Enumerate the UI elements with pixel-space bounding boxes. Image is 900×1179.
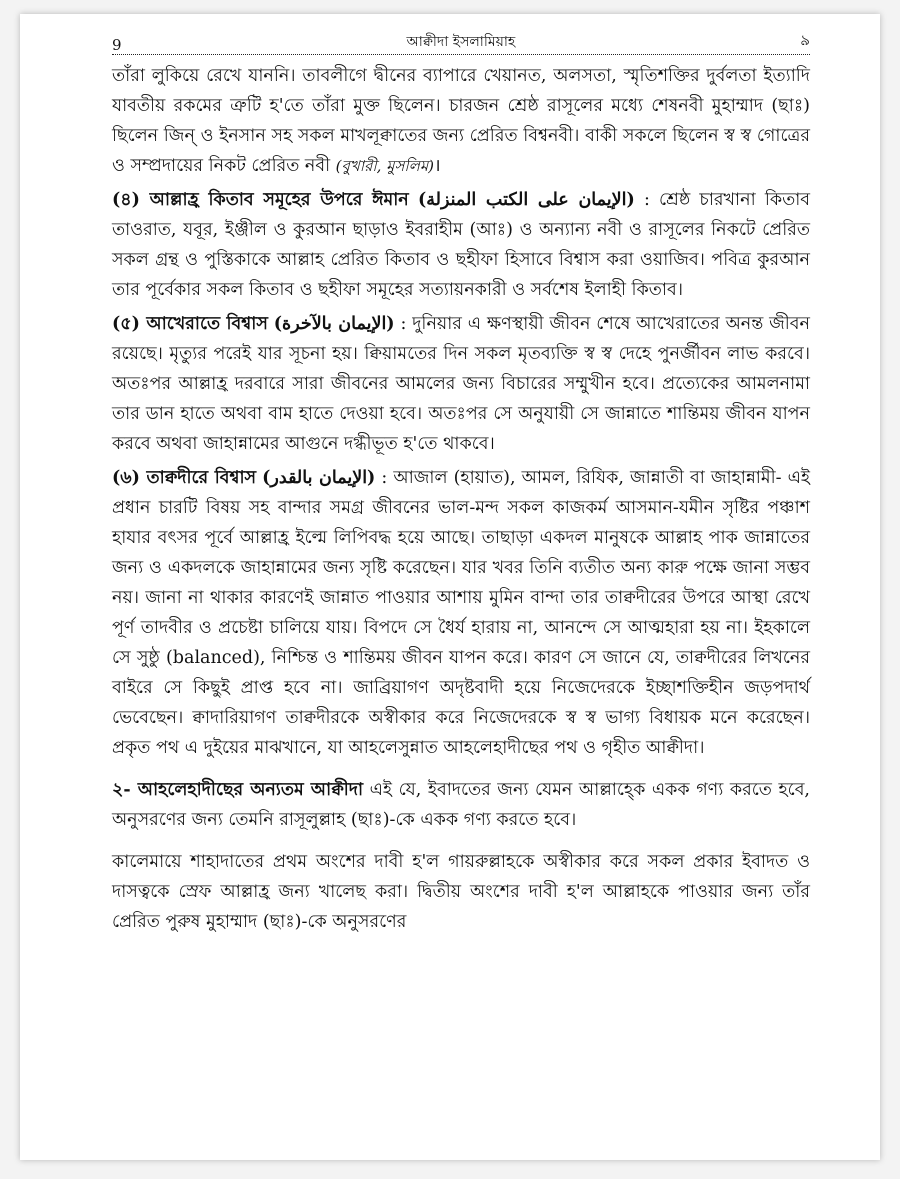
- paragraph-1-text: তাঁরা লুকিয়ে রেখে যাননি। তাবলীগে দ্বীনের ব্যাপারে খেয়ানত, অলসতা, স্মৃতিশক্তির দুর্বলতা ইত্যাদি যাবতীয় রকমের ত্রুটি হ'তে তাঁরা মুক্ত ছিলেন। চারজন শ্রেষ্ঠ রাসূলের মধ্যে শেষনবী মুহাম্মাদ (ছাঃ) ছিলেন জিন্ ও ইনসান সহ সকল মাখলূক্বাতের জন্য প্রেরিত বিশ্বনবী। বাকী সকলে ছিলেন স্ব স্ব গোত্রের ও সম্প্রদায়ের নিকট প্রেরিত নবী: [112, 66, 810, 176]
- paragraph-ahlehadith: [112, 775, 810, 835]
- paragraph-destiny-text: : আজাল (হায়াত), আমল, রিযিক, জান্নাতী বা জাহান্নামী- এই প্রধান চারটি বিষয় সহ বান্দার সমগ্র জীবনের ভাল-মন্দ সকল কাজকর্ম আসমান-যমীন সৃষ্টির পঞ্চাশ হাযার বৎসর পূর্বে আল্লাহ্র ইল্মে লিপিবদ্ধ হয়ে আছে। তাছাড়া একদল মানুষকে আল্লাহ পাক জান্নাতের জন্য ও একদলকে জাহান্নামের জন্য সৃষ্টি করেছেন। যার খবর তিনি ব্যতীত অন্য কারু পক্ষে জানা সম্ভব নয়। জানা না থাকার কারণেই জান্নাত পাওয়ার আশায় মুমিন বান্দা তার তাক্বদীরের উপরে আস্থা রেখে পূর্ণ তাদবীর ও প্রচেষ্টা চালিয়ে যায়। বিপদে সে ধৈর্য হারায় না, আনন্দে সে আত্মহারা হয় না। ইহকালে সে সুষ্ঠু (balanced), নিশ্চিন্ত ও শান্তিময় জীবন যাপন করে। কারণ সে জানে যে, তাক্বদীরের লিখনের বাইরে সে কিছুই প্রাপ্ত হবে না। জাব্রিয়াগণ অদৃষ্টবাদী হয়ে নিজেদেরকে ইচ্ছাশক্তিহীন জড়পদার্থ ভেবেছেন। ক্বাদারিয়াগণ তাক্বদীরকে অস্বীকার করে নিজেদেরকে স্ব স্ব ভাগ্য বিধায়ক মনে করেছেন। প্রকৃত পথ এ দুইয়ের মাঝখানে, যা আহলেসুন্নাত আহলেহাদীছের পথ ও গৃহীত আক্বীদা।: [112, 468, 810, 758]
- document-page: [20, 14, 880, 1160]
- page-number-right: ৯: [800, 31, 810, 49]
- page-content: [112, 32, 810, 937]
- paragraph-kalema: [112, 847, 810, 937]
- paragraph-ahlehadith-text: এই যে, ইবাদতের জন্য যেমন আল্লাহ্কে একক গণ্য করতে হবে, অনুসরণের জন্য তেমনি রাসূলুল্লাহ (ছাঃ)-কে একক গণ্য করতে হবে।: [112, 780, 810, 830]
- paragraph-1-end: ।: [434, 156, 441, 176]
- heading-destiny: (৬) তাক্বদীরে বিশ্বাস: [112, 468, 257, 488]
- paragraph-books: [112, 185, 810, 305]
- paragraph-destiny: [112, 463, 810, 763]
- page-number-left: 9: [112, 36, 122, 54]
- arabic-term-hereafter: (الإيمان بالآخرة): [273, 314, 395, 334]
- paragraph-hereafter-text: : দুনিয়ার এ ক্ষণস্থায়ী জীবন শেষে আখেরাতের অনন্ত জীবন রয়েছে। মৃত্যুর পরেই যার সূচনা হয়। ক্বিয়ামতের দিন সকল মৃতব্যক্তি স্ব স্ব দেহে পুনর্জীবন লাভ করবে। অতঃপর আল্লাহ্র দরবারে সারা জীবনের আমলের জন্য বিচারের সম্মুখীন হবে। প্রত্যেকের আমলনামা তার ডান হাতে অথবা বাম হাতে দেওয়া হবে। অতঃপর সে অনুযায়ী সে জান্নাতে শান্তিময় জীবন যাপন করবে অথবা জাহান্নামের আগুনে দগ্ধীভূত হ'তে থাকবে।: [112, 314, 810, 454]
- citation: (বুখারী, মুসলিম): [335, 157, 435, 175]
- heading-hereafter: (৫) আখেরাতে বিশ্বাস: [112, 314, 268, 334]
- running-header: [112, 32, 810, 55]
- arabic-term-destiny: (الإيمان بالقدر): [262, 468, 376, 488]
- paragraph-1: [112, 61, 810, 181]
- paragraph-kalema-text: কালেমায়ে শাহাদাতের প্রথম অংশের দাবী হ'ল গায়রুল্লাহকে অস্বীকার করে সকল প্রকার ইবাদত ও দাসত্বকে স্রেফ আল্লাহ্র জন্য খালেছ করা। দ্বিতীয় অংশের দাবী হ'ল আল্লাহকে পাওয়ার জন্য তাঁর প্রেরিত পুরুষ মুহাম্মাদ (ছাঃ)-কে অনুসরণের: [112, 852, 810, 932]
- heading-ahlehadith: ২- আহলেহাদীছের অন্যতম আক্বীদা: [112, 780, 364, 800]
- paragraph-books-text: : শ্রেষ্ঠ চারখানা কিতাব তাওরাত, যবূর, ইঞ্জীল ও কুরআন ছাড়াও ইবরাহীম (আঃ) ও অন্যান্য নবী ও রাসূলের নিকটে প্রেরিত সকল গ্রন্থ ও পুস্তিকাকে আল্লাহ প্রেরিত কিতাব ও ছহীফা হিসাবে বিশ্বাস করা ওয়াজিব। পবিত্র কুরআন তার পূর্বেকার সকল কিতাব ও ছহীফা সমূহের সত্যায়নকারী ও সর্বশেষ ইলাহী কিতাব।: [112, 190, 811, 300]
- paragraph-hereafter: [112, 309, 810, 459]
- heading-books: (৪) আল্লাহ্র কিতাব সমূহের উপরে ঈমান: [112, 190, 409, 210]
- arabic-term-books: (الإيمان على الكتب المنزلة): [417, 190, 635, 210]
- running-title: আক্বীদা ইসলামিয়াহ: [406, 34, 516, 50]
